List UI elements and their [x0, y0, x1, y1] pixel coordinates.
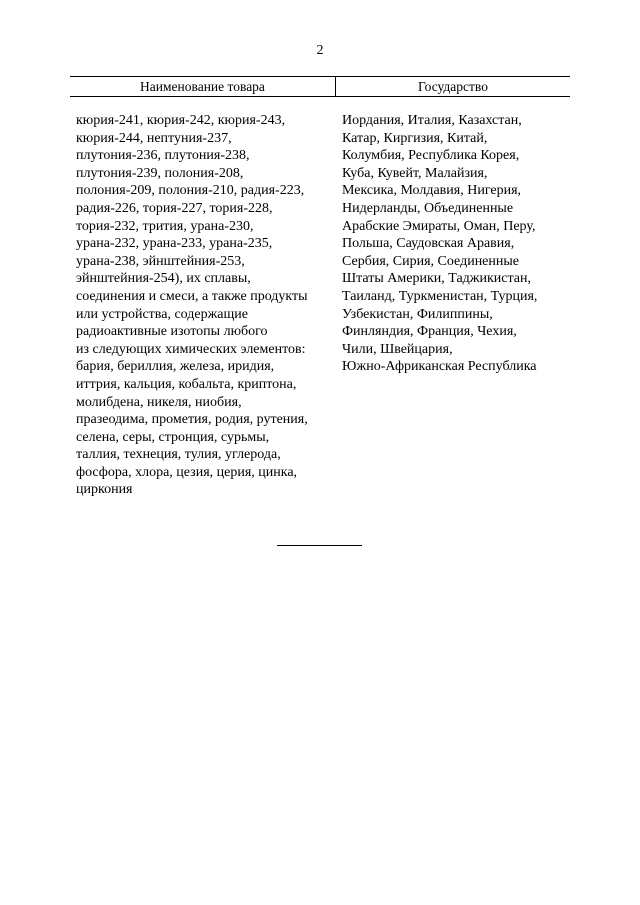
goods-text-line: эйнштейния-254), их сплавы, — [76, 271, 251, 287]
state-text-line: Нидерланды, Объединенные — [342, 200, 514, 216]
header-goods-name: Наименование товара — [70, 77, 336, 96]
state-text-line: Чили, Швейцария, — [342, 341, 453, 357]
state-text-line: Сербия, Сирия, Соединенные — [342, 253, 520, 269]
goods-text-line: полония-209, полония-210, радия-223, — [76, 183, 305, 199]
goods-text-line: урана-238, эйнштейния-253, — [76, 253, 245, 269]
state-text-line: Колумбия, Республика Корея, — [342, 148, 520, 164]
goods-text-line: бария, бериллия, железа, иридия, — [76, 359, 275, 375]
state-text-line: Мексика, Молдавия, Нигерия, — [342, 183, 522, 199]
state-text-line: Финляндия, Франция, Чехия, — [342, 324, 517, 340]
goods-text-line: таллия, технеция, тулия, углерода, — [76, 447, 281, 463]
states-list-cell — [342, 112, 567, 376]
state-text-line: Польша, Саудовская Аравия, — [342, 236, 515, 252]
state-text-line: Иордания, Италия, Казахстан, — [342, 113, 522, 128]
goods-text-line: соединения и смеси, а также продукты — [76, 288, 308, 304]
state-text-line: Штаты Америки, Таджикистан, — [342, 271, 531, 287]
table-header — [70, 76, 570, 97]
goods-description-cell — [76, 112, 334, 499]
header-state: Государство — [418, 79, 488, 94]
state-text-line: Таиланд, Туркменистан, Турция, — [342, 288, 538, 304]
state-text-line: Катар, Киргизия, Китай, — [342, 130, 488, 146]
goods-text-line: урана-232, урана-233, урана-235, — [76, 236, 273, 252]
state-text-line: Куба, Кувейт, Малайзия, — [342, 165, 488, 181]
goods-text-line: кюрия-241, кюрия-242, кюрия-243, — [76, 113, 286, 128]
state-text-line: Узбекистан, Филиппины, — [342, 306, 493, 322]
goods-text-line: молибдена, никеля, ниобия, — [76, 394, 242, 410]
goods-text-line: иттрия, кальция, кобальта, криптона, — [76, 376, 297, 392]
goods-text-line: фосфора, хлора, цезия, церия, цинка, — [76, 464, 298, 480]
goods-text-line: радиоактивные изотопы любого — [76, 324, 268, 340]
goods-text-line: тория-232, трития, урана-230, — [76, 218, 254, 234]
state-text-line: Южно-Африканская Республика — [342, 359, 537, 375]
goods-text-line: циркония — [76, 482, 133, 498]
goods-text-line: плутония-236, плутония-238, — [76, 148, 250, 164]
end-of-document-rule — [277, 545, 362, 546]
page-number: 2 — [316, 43, 324, 58]
goods-text-line: кюрия-244, нептуния-237, — [76, 130, 232, 146]
goods-text-line: радия-226, тория-227, тория-228, — [76, 200, 273, 216]
goods-text-line: празеодима, прометия, родия, рутения, — [76, 412, 308, 428]
state-text-line: Арабские Эмираты, Оман, Перу, — [342, 218, 536, 234]
goods-text-line: селена, серы, стронция, сурьмы, — [76, 429, 270, 445]
goods-text-line: или устройства, содержащие — [76, 306, 248, 322]
goods-text-line: из следующих химических элементов: — [76, 341, 306, 357]
goods-text-line: плутония-239, полония-208, — [76, 165, 244, 181]
